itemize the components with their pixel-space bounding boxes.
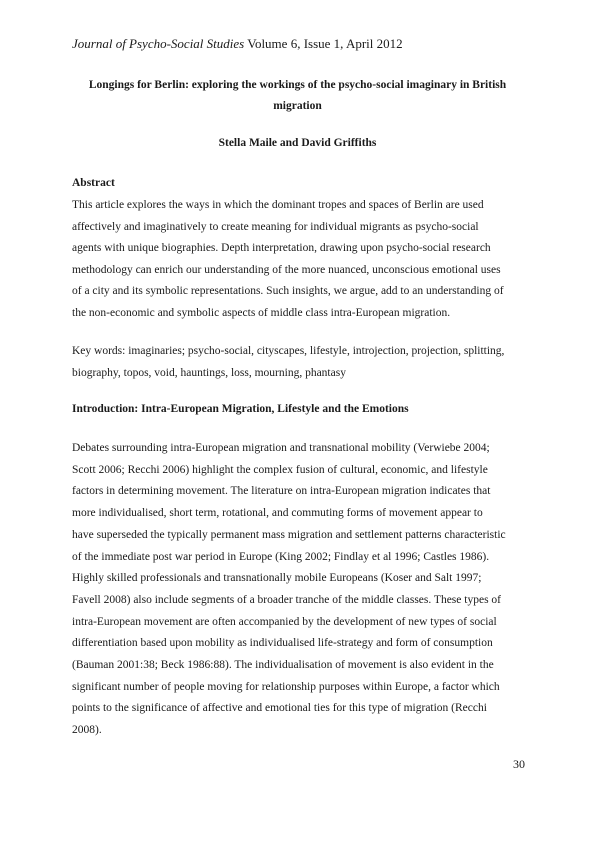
introduction-line: Highly skilled professionals and transnationally mobile Europeans (Koser and Salt 1997; <box>72 572 482 585</box>
journal-header <box>72 36 403 52</box>
introduction-line: (Bauman 2001:38; Beck 1986:88). The individualisation of movement is also evident in the <box>72 659 494 672</box>
journal-issue: Volume 6, Issue 1, April 2012 <box>244 36 403 51</box>
introduction-line: points to the significance of affective and emotional ties for this type of migration (Recchi <box>72 702 487 715</box>
introduction-line: intra-European movement are often accompanied by the development of new types of social <box>72 615 497 628</box>
abstract-line: This article explores the ways in which the dominant tropes and spaces of Berlin are used <box>72 199 484 211</box>
introduction-line: Scott 2006; Recchi 2006) highlight the complex fusion of cultural, economic, and lifestyle <box>72 463 488 476</box>
abstract-line: agents with unique biographies. Depth interpretation, drawing upon psycho-social research <box>72 242 491 255</box>
keywords-line: biography, topos, void, hauntings, loss, mourning, phantasy <box>72 366 346 379</box>
introduction-heading: Introduction: Intra-European Migration, Lifestyle and the Emotions <box>72 403 409 415</box>
keywords-line: Key words: imaginaries; psycho-social, cityscapes, lifestyle, introjection, projection, splitting, <box>72 345 505 357</box>
article-title <box>72 75 523 117</box>
abstract-line: methodology can enrich our understanding of the more nuanced, unconscious emotional uses <box>72 263 501 276</box>
introduction-line: have superseded the typically permanent mass migration and settlement patterns characteristic <box>72 528 506 541</box>
introduction-line: more individualised, short term, rotational, and commuting forms of movement appear to <box>72 507 483 520</box>
title-line: migration <box>273 100 322 112</box>
introduction-body <box>72 438 532 742</box>
abstract-body <box>72 195 532 325</box>
abstract-heading: Abstract <box>72 177 115 189</box>
introduction-line: factors in determining movement. The literature on intra-European migration indicates that <box>72 485 491 498</box>
introduction-line: significant number of people moving for relationship purposes within Europe, a factor which <box>72 680 500 693</box>
introduction-line: differentiation based upon mobility as individualised life-strategy and form of consumption <box>72 637 493 650</box>
authors: Stella Maile and David Griffiths <box>218 137 377 149</box>
journal-name: Journal of Psycho-Social Studies <box>72 36 245 51</box>
title-line: Longings for Berlin: exploring the workings of the psycho-social imaginary in British <box>88 79 507 91</box>
keywords <box>72 341 532 384</box>
introduction-line: Debates surrounding intra-European migration and transnational mobility (Verwiebe 2004; <box>72 442 490 454</box>
abstract-line: of a city and its symbolic representations. Such insights, we argue, add to an understanding of <box>72 285 504 298</box>
introduction-line: of the immediate post war period in Europe (King 2002; Findlay et al 1996; Castles 1986). <box>72 550 490 563</box>
introduction-line: Favell 2008) also include segments of a broader tranche of the middle classes. These types of <box>72 593 501 606</box>
page-number: 30 <box>513 757 525 771</box>
abstract-line: affectively and imaginatively to create meaning for individual migrants as psycho-social <box>72 220 479 233</box>
introduction-line: 2008). <box>72 724 102 737</box>
abstract-line: the non-economic and symbolic aspects of middle class intra-European migration. <box>72 306 451 319</box>
